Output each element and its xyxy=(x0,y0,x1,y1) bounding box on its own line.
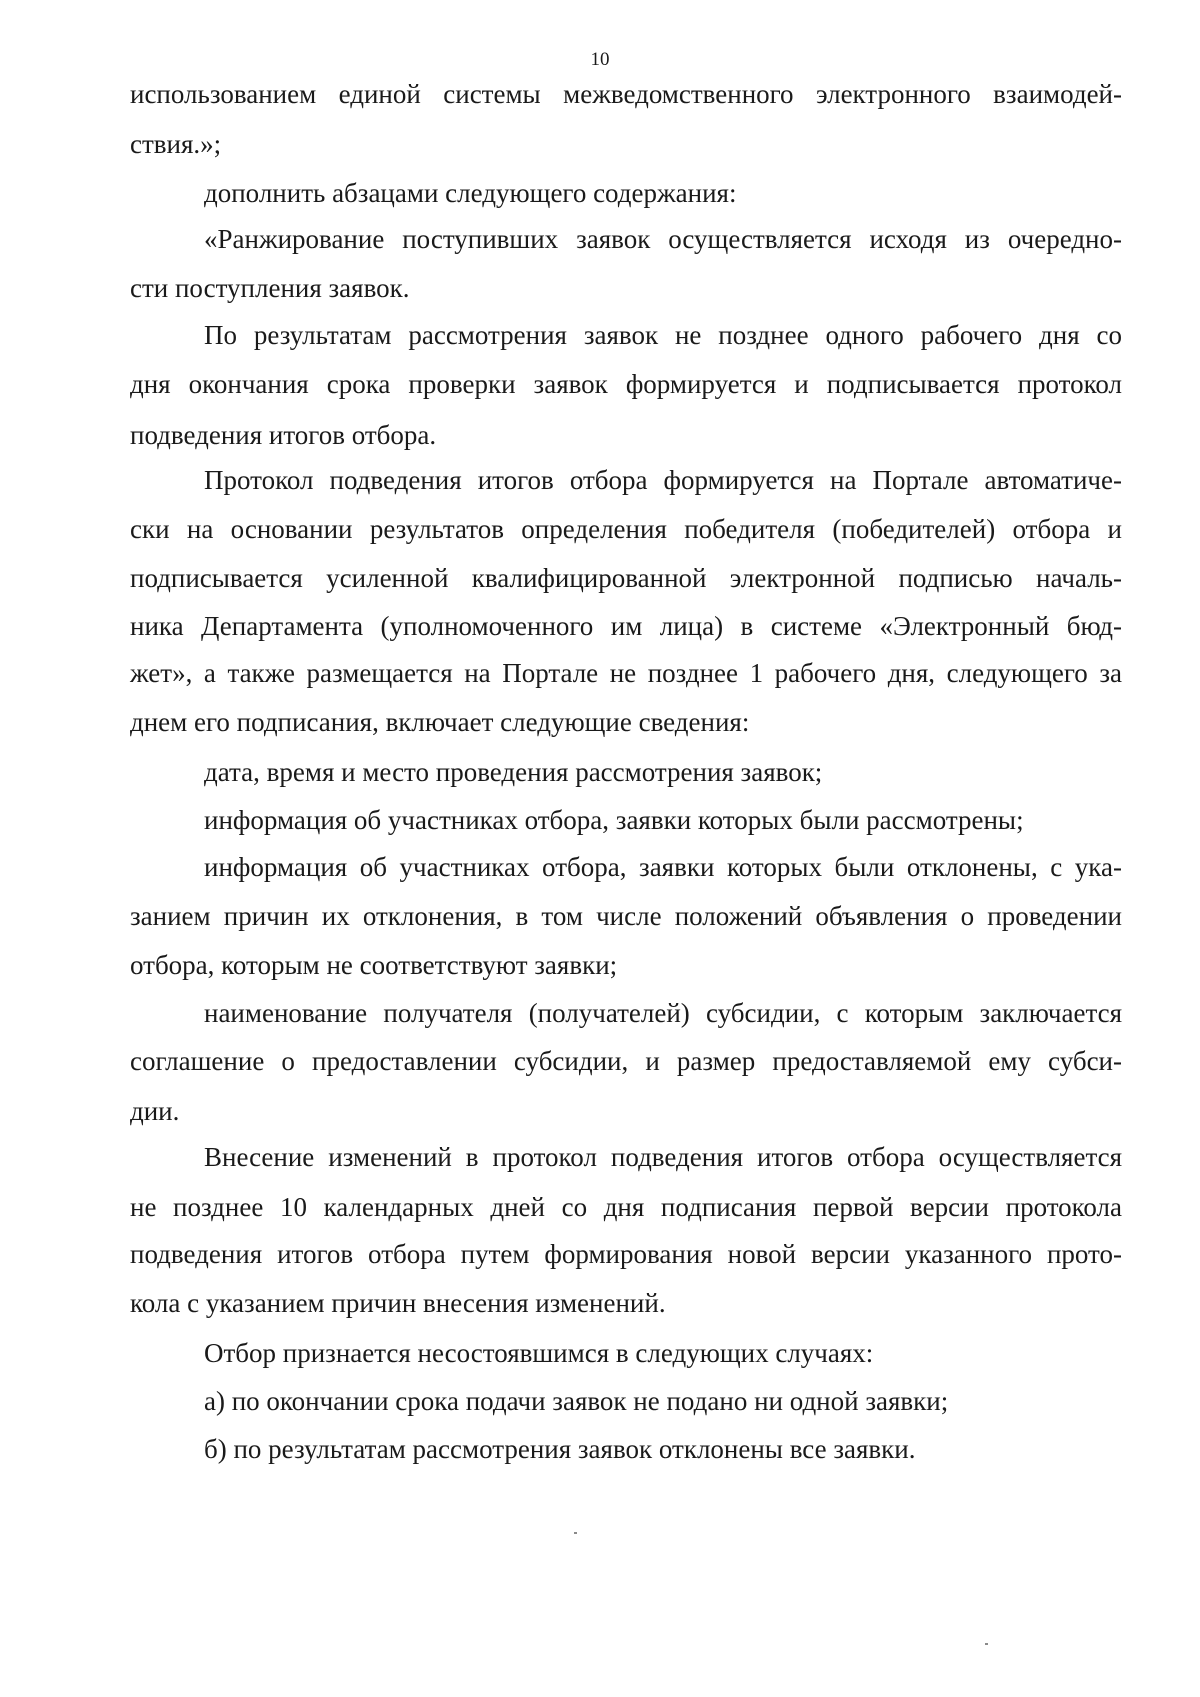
text-line: Внесение изменений в протокол подведения итогов отбора осуществляется xyxy=(204,1142,1122,1172)
text-line: дата, время и место проведения рассмотрения заявок; xyxy=(204,757,823,787)
text-line: использованием единой системы межведомственного электронного взаимодей- xyxy=(130,79,1122,109)
text-line: ствия.»; xyxy=(130,129,222,159)
text-line: информация об участниках отбора, заявки которых были рассмотрены; xyxy=(204,805,1024,835)
text-line: кола с указанием причин внесения изменений. xyxy=(130,1288,666,1318)
text-line: дня окончания срока проверки заявок формируется и подписывается протокол xyxy=(130,369,1122,399)
scan-speck xyxy=(985,1643,988,1645)
text-line: дии. xyxy=(130,1096,180,1126)
text-line: ника Департамента (уполномоченного им лица) в системе «Электронный бюд- xyxy=(130,611,1122,641)
text-line: не позднее 10 календарных дней со дня подписания первой версии протокола xyxy=(130,1192,1122,1222)
text-line: отбора, которым не соответствуют заявки; xyxy=(130,950,618,980)
text-line: подведения итогов отбора путем формирования новой версии указанного прото- xyxy=(130,1239,1122,1269)
scan-speck xyxy=(574,1532,577,1534)
page-number: 10 xyxy=(590,49,610,70)
text-line: информация об участниках отбора, заявки которых были отклонены, с ука- xyxy=(204,852,1122,882)
text-line: дополнить абзацами следующего содержания: xyxy=(204,178,737,208)
text-line: «Ранжирование поступивших заявок осуществляется исходя из очередно- xyxy=(204,224,1122,254)
text-line: занием причин их отклонения, в том числе положений объявления о проведении xyxy=(130,901,1122,931)
text-line: наименование получателя (получателей) субсидии, с которым заключается xyxy=(204,998,1122,1028)
text-line: сти поступления заявок. xyxy=(130,273,410,303)
text-line: Отбор признается несостоявшимся в следующих случаях: xyxy=(204,1338,874,1368)
text-line: Протокол подведения итогов отбора формируется на Портале автоматиче- xyxy=(204,465,1122,495)
text-line: ски на основании результатов определения победителя (победителей) отбора и xyxy=(130,514,1122,544)
text-line: б) по результатам рассмотрения заявок отклонены все заявки. xyxy=(204,1434,916,1464)
text-line: По результатам рассмотрения заявок не позднее одного рабочего дня со xyxy=(204,320,1122,350)
text-line: жет», а также размещается на Портале не позднее 1 рабочего дня, следующего за xyxy=(130,658,1122,688)
text-line: подписывается усиленной квалифицированной электронной подписью началь- xyxy=(130,563,1122,593)
text-line: подведения итогов отбора. xyxy=(130,420,437,450)
text-line: днем его подписания, включает следующие сведения: xyxy=(130,707,750,737)
text-line: а) по окончании срока подачи заявок не подано ни одной заявки; xyxy=(204,1386,949,1416)
text-line: соглашение о предоставлении субсидии, и размер предоставляемой ему субси- xyxy=(130,1046,1122,1076)
